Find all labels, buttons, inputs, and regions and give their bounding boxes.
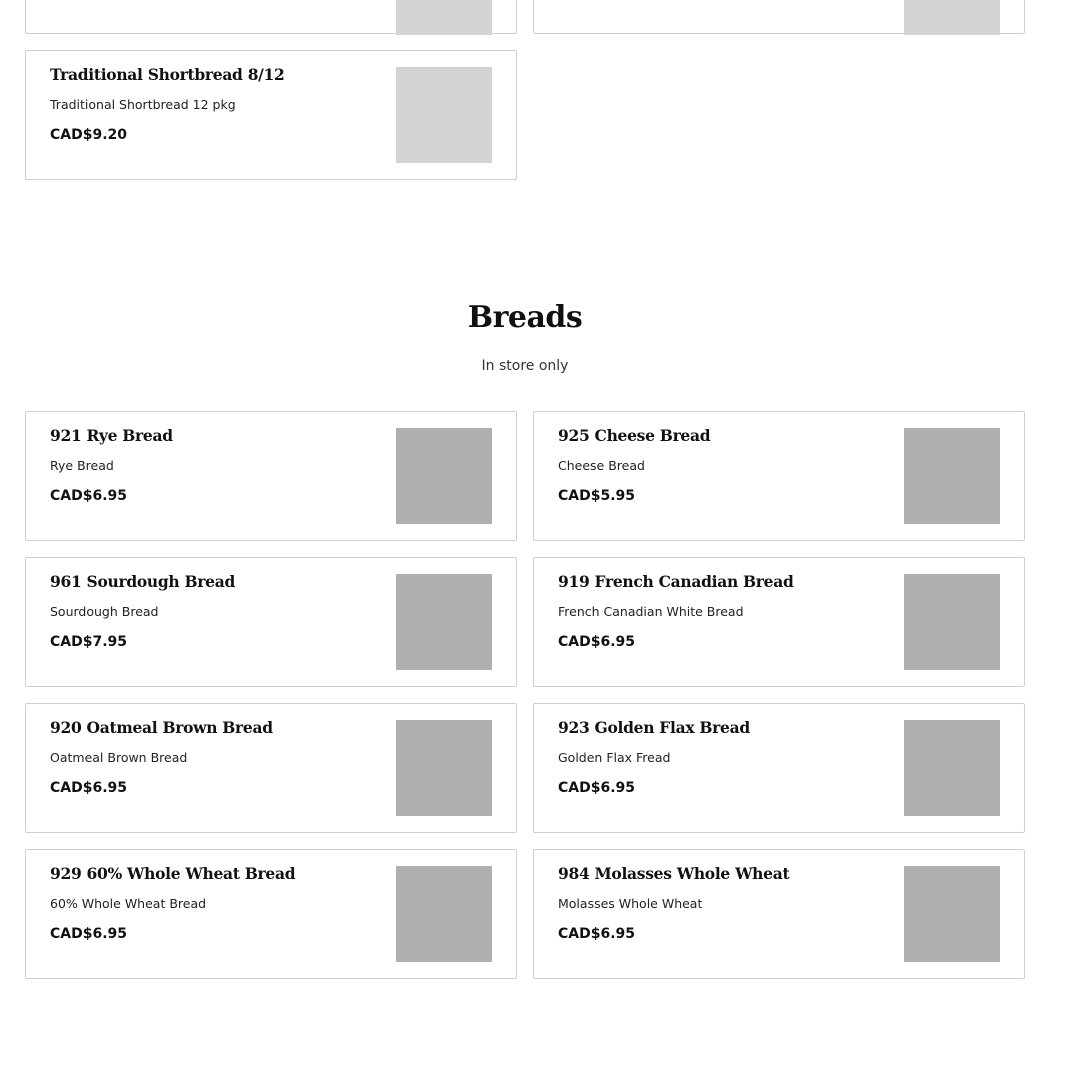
product-card-traditional-shortbread[interactable]: [25, 50, 517, 180]
product-card[interactable]: [533, 849, 1025, 979]
product-image-placeholder: [396, 428, 492, 524]
product-image-placeholder: [396, 574, 492, 670]
product-title: 961 Sourdough Bread: [50, 572, 235, 591]
section-title: Breads: [467, 300, 583, 335]
breads-grid: [25, 411, 1025, 979]
product-description: Rye Bread: [50, 458, 114, 473]
product-description: Oatmeal Brown Bread: [50, 750, 188, 765]
product-card[interactable]: [533, 703, 1025, 833]
product-description: Golden Flax Fread: [558, 750, 671, 765]
product-price: CAD$6.95: [558, 634, 636, 650]
product-card[interactable]: [25, 411, 517, 541]
product-image-placeholder: [396, 0, 492, 35]
product-card[interactable]: [25, 703, 517, 833]
product-image-placeholder: [396, 67, 492, 163]
product-card[interactable]: [533, 557, 1025, 687]
previous-section-grid: [25, 0, 1025, 180]
product-description: Molasses Whole Wheat: [558, 896, 703, 911]
product-card[interactable]: [25, 0, 517, 34]
product-title: 921 Rye Bread: [50, 426, 173, 445]
product-title: 925 Cheese Bread: [558, 426, 711, 445]
product-price: CAD$6.95: [50, 780, 128, 796]
product-price: CAD$6.95: [50, 488, 128, 504]
product-image-placeholder: [904, 866, 1000, 962]
product-image-placeholder: [904, 574, 1000, 670]
product-image-placeholder: [904, 0, 1000, 35]
product-title: 919 French Canadian Bread: [558, 572, 794, 591]
product-card[interactable]: [25, 557, 517, 687]
product-title: 984 Molasses Whole Wheat: [558, 864, 790, 883]
product-price: CAD$9.20: [50, 127, 128, 143]
section-subtitle: In store only: [481, 358, 569, 374]
product-price: CAD$6.95: [50, 926, 128, 942]
product-description: Cheese Bread: [558, 458, 645, 473]
product-image-placeholder: [904, 720, 1000, 816]
product-title: 923 Golden Flax Bread: [558, 718, 750, 737]
product-title: 920 Oatmeal Brown Bread: [50, 718, 273, 737]
product-image-placeholder: [904, 428, 1000, 524]
product-image-placeholder: [396, 866, 492, 962]
product-price: CAD$6.95: [558, 926, 636, 942]
product-card[interactable]: [25, 849, 517, 979]
product-card[interactable]: [533, 411, 1025, 541]
product-description: Sourdough Bread: [50, 604, 159, 619]
product-price: CAD$7.95: [50, 634, 128, 650]
product-card[interactable]: [533, 0, 1025, 34]
product-price: CAD$5.95: [558, 488, 636, 504]
product-price: CAD$6.95: [558, 780, 636, 796]
product-description: French Canadian White Bread: [558, 604, 744, 619]
product-description: 60% Whole Wheat Bread: [50, 896, 207, 911]
product-image-placeholder: [396, 720, 492, 816]
product-title: Traditional Shortbread 8/12: [50, 65, 285, 84]
product-description: Traditional Shortbread 12 pkg: [50, 97, 236, 112]
product-title: 929 60% Whole Wheat Bread: [50, 864, 296, 883]
